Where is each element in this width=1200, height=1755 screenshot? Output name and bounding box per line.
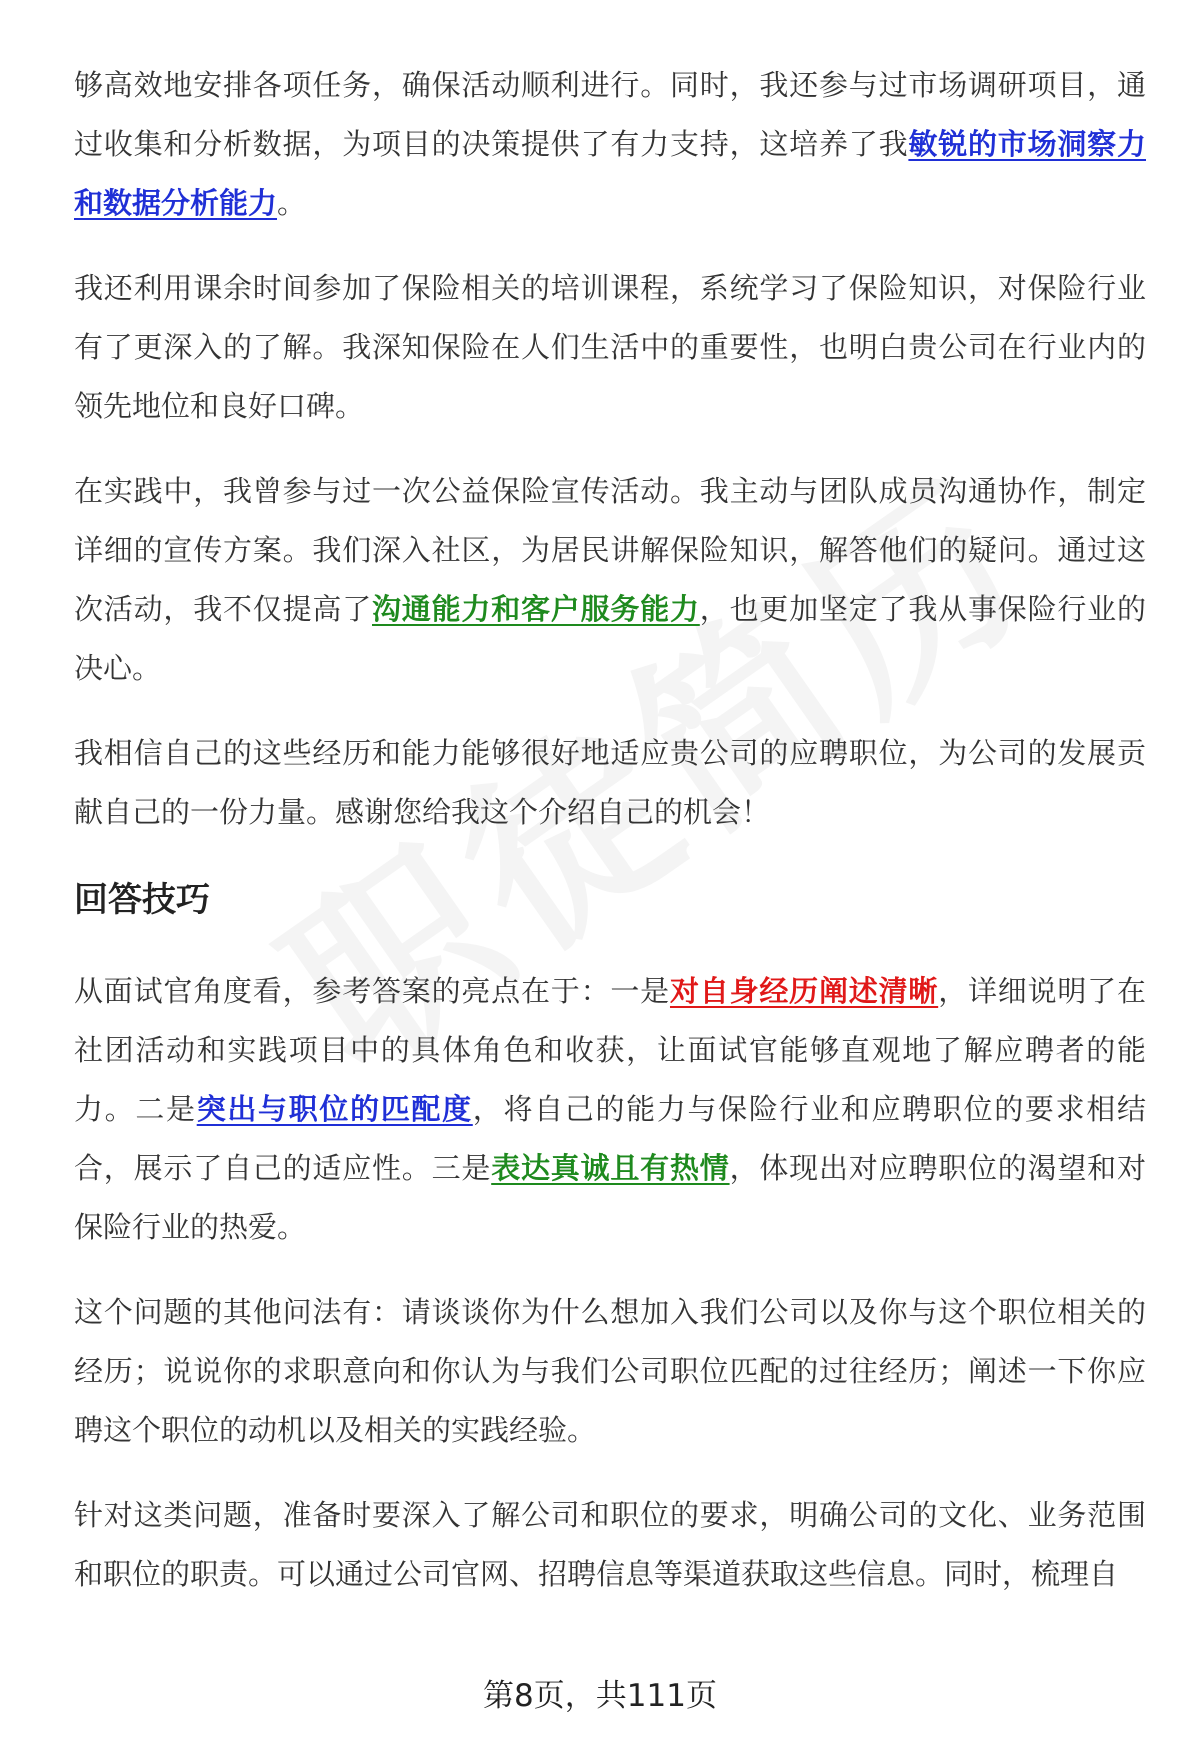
answer-paragraph-4 (74, 724, 1146, 842)
paragraph-text: 这个问题的其他问法有：请谈谈你为什么想加入我们公司以及你与这个职位相关的经历；说说你的求职意向和你认为与我们公司职位匹配的过往经历；阐述一下你应聘这个职位的动机以及相关的实践经验。 (74, 1295, 1146, 1447)
paragraph-text: ，也更加坚定了我从事保险行业的决心。 (74, 592, 1146, 685)
paragraph-text: 。 (277, 186, 307, 220)
tips-paragraph-1 (74, 962, 1146, 1257)
answer-paragraph-2 (74, 259, 1146, 436)
highlight-sincere-passion: 表达真诚且有热情 (491, 1151, 730, 1185)
section-heading: 回答技巧 (74, 880, 210, 920)
page-content (74, 56, 1146, 1630)
answer-paragraph-3 (74, 462, 1146, 698)
page-number: 第8页，共111页 (483, 1678, 717, 1714)
paragraph-text: 在实践中，我曾参与过一次公益保险宣传活动。我主动与团队成员沟通协作，制定详细的宣传方案。我们深入社区，为居民讲解保险知识，解答他们的疑问。通过这次活动，我不仅提高了 (74, 474, 1146, 626)
highlight-communication: 沟通能力和客户服务能力 (372, 592, 700, 626)
paragraph-text: ，体现出对应聘职位的渴望和对保险行业的热爱。 (74, 1151, 1146, 1244)
paragraph-text: 够高效地安排各项任务，确保活动顺利进行。同时，我还参与过市场调研项目，通过收集和分析数据，为项目的决策提供了有力支持，这培养了我 (74, 68, 1146, 161)
highlight-market-insight: 敏锐的市场洞察力和数据分析能力 (74, 127, 1146, 220)
paragraph-text: 我相信自己的这些经历和能力能够很好地适应贵公司的应聘职位，为公司的发展贡献自己的一份力量。感谢您给我这个介绍自己的机会！ (74, 736, 1146, 829)
paragraph-text: 从面试官角度看，参考答案的亮点在于：一是 (74, 974, 670, 1008)
answer-paragraph-1 (74, 56, 1146, 233)
highlight-job-match: 突出与职位的匹配度 (196, 1092, 473, 1126)
paragraph-text: 我还利用课余时间参加了保险相关的培训课程，系统学习了保险知识，对保险行业有了更深入的了解。我深知保险在人们生活中的重要性，也明白贵公司在行业内的领先地位和良好口碑。 (74, 271, 1146, 423)
tips-paragraph-2 (74, 1283, 1146, 1460)
tips-paragraph-3 (74, 1486, 1146, 1604)
highlight-clear-experience: 对自身经历阐述清晰 (669, 974, 939, 1008)
paragraph-text: ，详细说明了在社团活动和实践项目中的具体角色和收获，让面试官能够直观地了解应聘者的能力。二是 (74, 974, 1146, 1126)
paragraph-text: 针对这类问题，准备时要深入了解公司和职位的要求，明确公司的文化、业务范围和职位的职责。可以通过公司官网、招聘信息等渠道获取这些信息。同时，梳理自 (74, 1498, 1146, 1591)
paragraph-text: ，将自己的能力与保险行业和应聘职位的要求相结合，展示了自己的适应性。三是 (74, 1092, 1146, 1185)
